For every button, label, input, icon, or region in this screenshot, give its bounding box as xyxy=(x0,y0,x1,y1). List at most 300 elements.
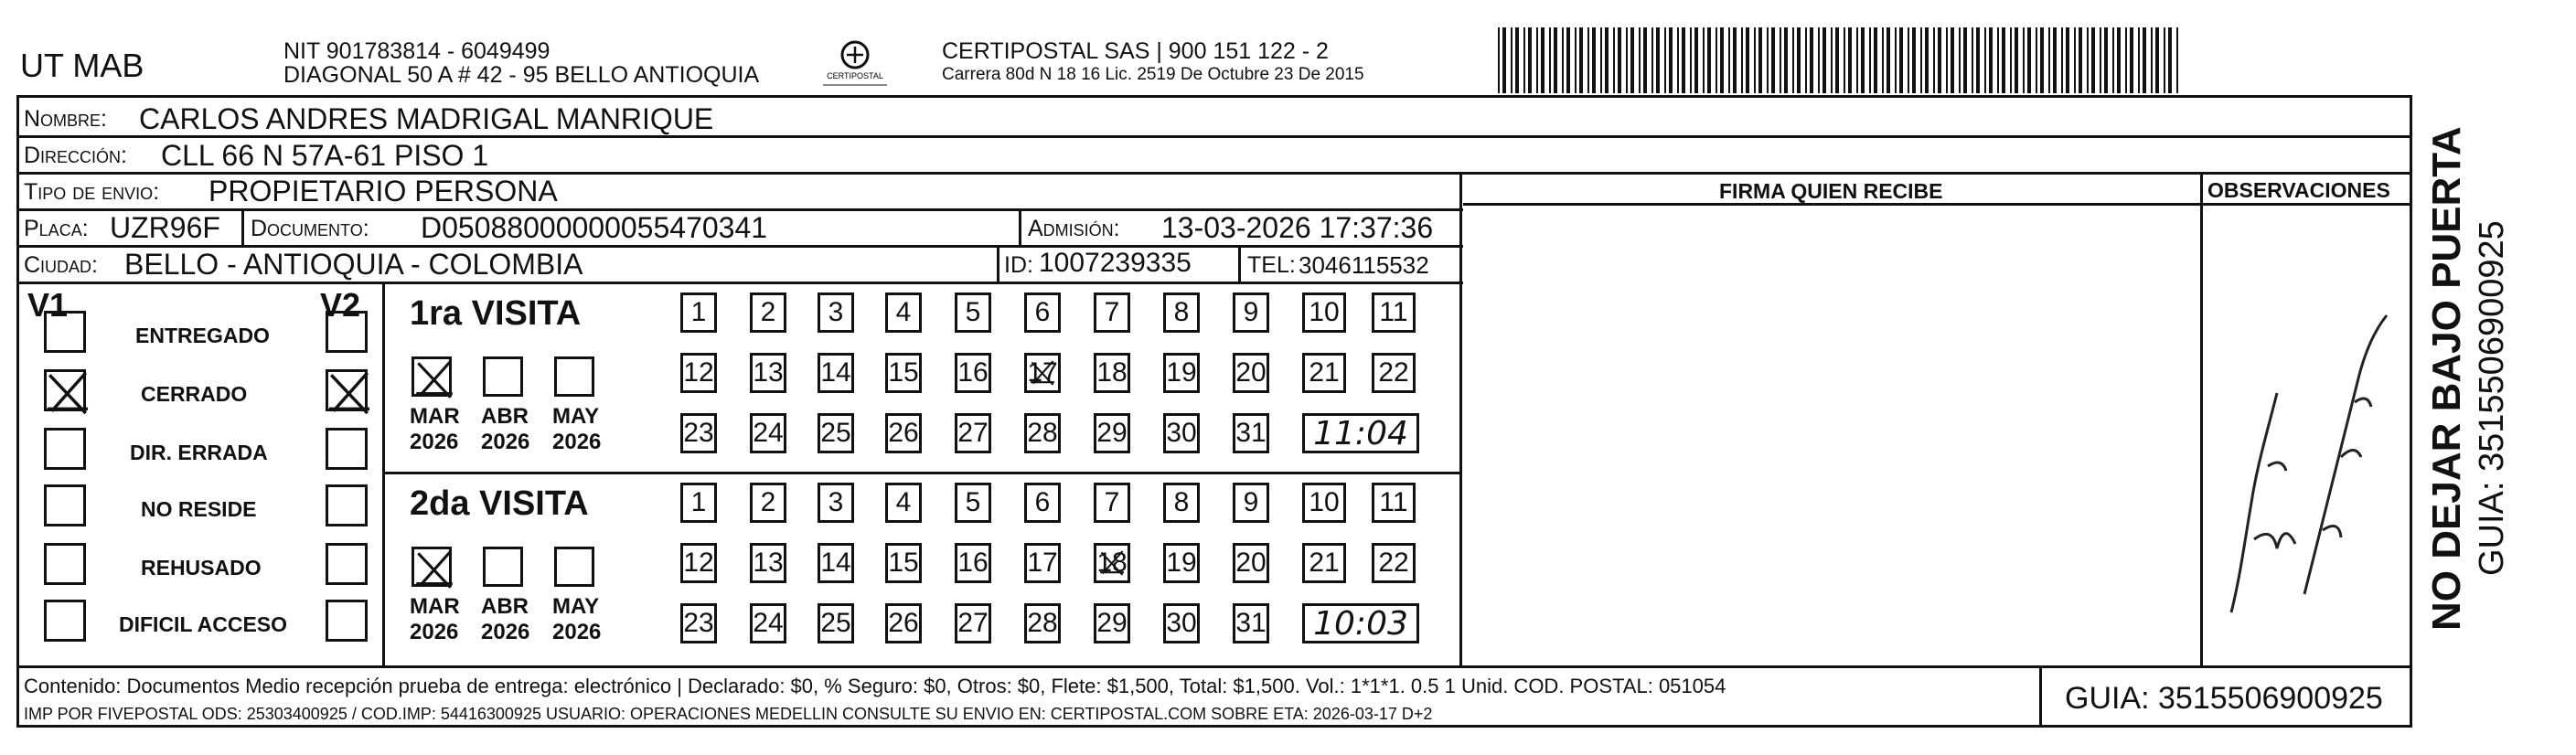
day-box[interactable] xyxy=(1372,292,1416,333)
barcode-bar xyxy=(2023,27,2025,93)
day-number: 18 xyxy=(1096,548,1128,578)
x-mark-icon xyxy=(411,546,458,593)
city-label: Ciudad: xyxy=(24,252,99,278)
day-number: 25 xyxy=(820,608,851,638)
barcode-bar xyxy=(1997,27,1999,93)
observations-header: OBSERVACIONES xyxy=(2207,178,2390,202)
barcode-bar xyxy=(1741,27,1743,93)
day-number: 20 xyxy=(1235,357,1267,388)
day-box[interactable] xyxy=(1094,483,1130,523)
barcode-bar xyxy=(2053,27,2057,93)
day-number: 29 xyxy=(1096,418,1128,448)
status-label: NO RESIDE xyxy=(141,497,257,521)
barcode-bar xyxy=(1549,27,1551,93)
company-name: UT MAB xyxy=(20,47,144,84)
barcode-bar xyxy=(1643,27,1647,93)
day-box[interactable] xyxy=(1233,603,1269,643)
day-box[interactable] xyxy=(1372,483,1416,523)
day-number: 15 xyxy=(888,548,919,578)
day-number: 4 xyxy=(895,297,912,327)
day-box[interactable] xyxy=(1024,483,1061,523)
month-label: ABR xyxy=(481,404,529,429)
barcode-bar xyxy=(1682,27,1685,93)
x-mark-icon xyxy=(411,356,458,403)
day-number: 1 xyxy=(690,487,707,517)
barcode-bar xyxy=(1541,27,1545,93)
barcode-bar xyxy=(2066,27,2069,93)
day-number: 28 xyxy=(1027,418,1058,448)
day-box[interactable] xyxy=(1302,292,1346,333)
footer-print-info: IMP POR FIVEPOSTAL ODS: 25303400925 / COD.IMP: 54416300925 USUARIO: OPERACIONES MEDELLIN CONSULTE SU ENVIO EN: CERTIPOSTAL.COM SOBRE ETA: 2026-03-17 D+2 xyxy=(24,705,1433,723)
day-number: 31 xyxy=(1235,418,1267,448)
day-box[interactable] xyxy=(1024,603,1061,643)
barcode-bar xyxy=(1758,27,1762,93)
barcode-bar xyxy=(2074,27,2076,93)
day-box[interactable] xyxy=(885,413,922,453)
v1-checkbox[interactable] xyxy=(44,369,86,411)
day-box[interactable] xyxy=(1233,413,1269,453)
x-mark-icon xyxy=(323,367,376,420)
barcode-bar xyxy=(1536,27,1538,93)
v2-checkbox[interactable] xyxy=(326,369,368,411)
month-label: MAY xyxy=(552,404,600,429)
barcode-bar xyxy=(1690,27,1692,93)
col-divider xyxy=(1019,208,1021,245)
row-divider xyxy=(16,282,1463,284)
side-vertical-text xyxy=(2420,119,2548,640)
tel-value: 3046115532 xyxy=(1299,251,1429,279)
barcode-bar xyxy=(1984,27,1986,93)
v1-checkbox[interactable] xyxy=(44,600,86,642)
day-number: 21 xyxy=(1309,548,1340,578)
v1-checkbox[interactable] xyxy=(44,311,86,353)
barcode-bar xyxy=(1511,27,1512,93)
barcode-bar xyxy=(1746,27,1749,93)
barcode-bar xyxy=(1703,27,1705,93)
day-number: 10 xyxy=(1309,297,1340,327)
no-dejar-label: NO DEJAR BAJO PUERTA xyxy=(2424,126,2469,631)
day-number: 6 xyxy=(1034,297,1051,327)
day-number: 28 xyxy=(1027,608,1058,638)
barcode-bar xyxy=(2130,27,2133,93)
day-box[interactable] xyxy=(1094,292,1130,333)
barcode-bar xyxy=(1848,27,1852,93)
x-mark-icon xyxy=(41,367,94,420)
day-box[interactable] xyxy=(955,483,991,523)
col-divider xyxy=(997,245,999,282)
day-box[interactable] xyxy=(818,543,854,583)
month-checkbox[interactable] xyxy=(412,356,452,397)
logo-lettering: CERTIPOSTAL xyxy=(827,71,883,80)
barcode-bar xyxy=(1664,27,1666,93)
day-box[interactable] xyxy=(680,603,717,643)
year-label: 2026 xyxy=(481,430,530,454)
barcode-bar xyxy=(2176,27,2178,93)
barcode-bar xyxy=(2027,27,2031,93)
barcode-bar xyxy=(1959,27,1961,93)
day-box[interactable] xyxy=(1094,353,1130,393)
address-label: Dirección: xyxy=(24,143,128,168)
barcode-bar xyxy=(1651,27,1653,93)
day-number: 5 xyxy=(965,297,981,327)
carrier-name: CERTIPOSTAL SAS | 900 151 122 - 2 xyxy=(942,38,1329,64)
day-number: 10 xyxy=(1309,487,1340,517)
day-box[interactable] xyxy=(680,353,717,393)
barcode-bar xyxy=(1818,27,1820,93)
barcode-bar xyxy=(2010,27,2012,93)
day-number: 15 xyxy=(888,357,919,388)
day-box[interactable] xyxy=(1094,413,1130,453)
day-box[interactable] xyxy=(750,603,786,643)
day-number: 19 xyxy=(1166,548,1197,578)
barcode-bar xyxy=(2087,27,2089,93)
day-box[interactable] xyxy=(955,353,991,393)
carrier-license: Carrera 80d N 18 16 Lic. 2519 De Octubre 23 De 2015 xyxy=(942,65,1364,84)
day-number: 23 xyxy=(683,418,714,448)
day-box[interactable] xyxy=(1094,543,1130,583)
barcode-bar xyxy=(1626,27,1628,93)
month-checkbox[interactable] xyxy=(554,356,594,397)
barcode-bar xyxy=(1656,27,1660,93)
v2-checkbox[interactable] xyxy=(326,484,368,526)
barcode-bar xyxy=(1502,27,1506,93)
day-number: 6 xyxy=(1034,487,1051,517)
barcode-bar xyxy=(1951,27,1954,93)
barcode-bar xyxy=(1938,27,1941,93)
x-mark-icon xyxy=(1096,546,1128,580)
barcode-bar xyxy=(1976,27,1980,93)
day-box[interactable] xyxy=(885,292,922,333)
v2-checkbox[interactable] xyxy=(326,543,368,585)
barcode-bar xyxy=(1972,27,1973,93)
barcode-bar xyxy=(1895,27,1897,93)
day-box[interactable] xyxy=(750,413,786,453)
month-checkbox[interactable] xyxy=(412,547,452,587)
day-number: 26 xyxy=(888,418,919,448)
year-label: 2026 xyxy=(410,430,459,454)
barcode-bar xyxy=(2164,27,2165,93)
company-nit: NIT 901783814 - 6049499 xyxy=(283,38,550,64)
month-label: ABR xyxy=(481,594,529,619)
barcode-bar xyxy=(1797,27,1801,93)
visit-title: 1ra VISITA xyxy=(410,294,582,333)
barcode-bar xyxy=(1669,27,1673,93)
send-type-label: Tipo de envio: xyxy=(24,179,160,205)
day-number: 16 xyxy=(957,548,989,578)
company-address: DIAGONAL 50 A # 42 - 95 BELLO ANTIOQUIA xyxy=(283,62,760,88)
v2-checkbox[interactable] xyxy=(326,600,368,642)
day-number: 17 xyxy=(1027,357,1058,388)
row-divider xyxy=(1463,203,2412,206)
day-number: 9 xyxy=(1243,487,1259,517)
barcode-bar xyxy=(1707,27,1711,93)
barcode-bar xyxy=(2036,27,2037,93)
v2-checkbox[interactable] xyxy=(326,311,368,353)
v2-checkbox[interactable] xyxy=(326,428,368,470)
id-label: ID: xyxy=(1004,252,1033,278)
barcode-bar xyxy=(2091,27,2095,93)
day-box[interactable] xyxy=(955,603,991,643)
day-number: 17 xyxy=(1027,548,1058,578)
document-value: D05088000000055470341 xyxy=(421,211,768,244)
barcode-bar xyxy=(1869,27,1871,93)
barcode-bar xyxy=(1523,27,1525,93)
day-number: 3 xyxy=(828,487,844,517)
status-label: REHUSADO xyxy=(141,556,262,580)
barcode-bar xyxy=(1554,27,1557,93)
month-label: MAR xyxy=(410,404,460,429)
day-number: 27 xyxy=(957,608,989,638)
day-box[interactable] xyxy=(1163,603,1200,643)
row-divider xyxy=(16,665,2412,668)
month-checkbox[interactable] xyxy=(483,547,523,587)
day-box[interactable] xyxy=(818,413,854,453)
day-number: 26 xyxy=(888,608,919,638)
barcode-bar xyxy=(1912,27,1916,93)
barcode-bar xyxy=(1677,27,1679,93)
col-divider xyxy=(2200,172,2203,665)
day-number: 1 xyxy=(690,297,707,327)
send-type-value: PROPIETARIO PERSONA xyxy=(208,175,558,207)
status-label: DIFICIL ACCESO xyxy=(119,612,288,636)
barcode-bar xyxy=(2143,27,2146,93)
col-divider xyxy=(1459,172,1462,665)
day-number: 12 xyxy=(683,548,714,578)
day-box[interactable] xyxy=(1163,413,1200,453)
day-number: 21 xyxy=(1309,357,1340,388)
barcode-bar xyxy=(1780,27,1781,93)
barcode-bar xyxy=(1600,27,1602,93)
year-label: 2026 xyxy=(552,620,602,644)
barcode-bar xyxy=(2015,27,2018,93)
col-divider xyxy=(241,208,244,245)
barcode-bar xyxy=(1861,27,1865,93)
barcode xyxy=(1496,27,2184,93)
day-box[interactable] xyxy=(1024,413,1061,453)
side-guia-label: GUIA: 3515506900925 xyxy=(2473,220,2511,576)
v1-checkbox[interactable] xyxy=(44,484,86,526)
barcode-bar xyxy=(1575,27,1577,93)
day-number: 24 xyxy=(753,418,784,448)
barcode-bar xyxy=(1754,27,1756,93)
day-number: 13 xyxy=(753,548,784,578)
barcode-bar xyxy=(1605,27,1609,93)
visit-time-box[interactable] xyxy=(1302,603,1419,643)
barcode-bar xyxy=(2040,27,2044,93)
barcode-bar xyxy=(1716,27,1717,93)
day-number: 29 xyxy=(1096,608,1128,638)
day-box[interactable] xyxy=(818,603,854,643)
day-number: 12 xyxy=(683,357,714,388)
month-checkbox[interactable] xyxy=(483,356,523,397)
footer-content: Contenido: Documentos Medio recepción prueba de entrega: electrónico | Declarado: $0, % Seguro: $0, Otros: $0, Flete: $1,500, Total: $1,500. Vol.: 1*1*1. 0.5 1 Unid. COD. POSTAL: 051054 xyxy=(24,675,1726,697)
barcode-bar xyxy=(2061,27,2063,93)
barcode-bar xyxy=(2151,27,2153,93)
barcode-bar xyxy=(1835,27,1839,93)
day-number: 5 xyxy=(965,487,981,517)
year-label: 2026 xyxy=(410,620,459,644)
day-box[interactable] xyxy=(680,543,717,583)
barcode-bar xyxy=(1899,27,1903,93)
v2-label: V2 xyxy=(320,286,361,324)
v1-checkbox[interactable] xyxy=(44,428,86,470)
barcode-bar xyxy=(1528,27,1532,93)
barcode-bar xyxy=(1810,27,1813,93)
barcode-bar xyxy=(1882,27,1884,93)
day-number: 30 xyxy=(1166,608,1197,638)
barcode-bar xyxy=(1618,27,1621,93)
admission-value: 13-03-2026 17:37:36 xyxy=(1161,211,1434,244)
day-box[interactable] xyxy=(955,543,991,583)
barcode-bar xyxy=(2138,27,2140,93)
day-box[interactable] xyxy=(1233,543,1269,583)
barcode-bar xyxy=(1720,27,1724,93)
plate-value: UZR96F xyxy=(110,211,220,244)
day-box[interactable] xyxy=(1233,353,1269,393)
barcode-bar xyxy=(2117,27,2121,93)
day-box[interactable] xyxy=(1372,353,1416,393)
barcode-bar xyxy=(1630,27,1634,93)
day-box[interactable] xyxy=(1163,483,1200,523)
barcode-bar xyxy=(1562,27,1564,93)
day-number: 14 xyxy=(820,357,851,388)
visit-time: 11:04 xyxy=(1313,414,1408,452)
signature-header: FIRMA QUIEN RECIBE xyxy=(1719,179,1943,203)
day-box[interactable] xyxy=(955,292,991,333)
day-number: 14 xyxy=(820,548,851,578)
month-label: MAY xyxy=(552,594,600,619)
day-box[interactable] xyxy=(1233,483,1269,523)
x-mark-icon xyxy=(1027,356,1058,390)
day-box[interactable] xyxy=(1233,292,1269,333)
col-divider xyxy=(2039,665,2042,728)
day-box[interactable] xyxy=(1024,543,1061,583)
day-number: 30 xyxy=(1166,418,1197,448)
admission-label: Admisión: xyxy=(1028,216,1120,241)
visit-divider xyxy=(382,472,1459,474)
handwritten-observation xyxy=(2204,229,2405,658)
day-box[interactable] xyxy=(818,353,854,393)
day-box[interactable] xyxy=(750,543,786,583)
barcode-bar xyxy=(1989,27,1993,93)
day-box[interactable] xyxy=(680,413,717,453)
barcode-bar xyxy=(1515,27,1519,93)
day-box[interactable] xyxy=(955,413,991,453)
day-box[interactable] xyxy=(885,483,922,523)
day-number: 3 xyxy=(828,297,844,327)
barcode-bar xyxy=(2168,27,2172,93)
day-number: 8 xyxy=(1173,487,1190,517)
barcode-bar xyxy=(1579,27,1583,93)
day-box[interactable] xyxy=(1372,543,1416,583)
month-checkbox[interactable] xyxy=(554,547,594,587)
barcode-bar xyxy=(1587,27,1589,93)
v1-checkbox[interactable] xyxy=(44,543,86,585)
barcode-bar xyxy=(1613,27,1615,93)
day-number: 23 xyxy=(683,608,714,638)
barcode-bar xyxy=(1592,27,1596,93)
barcode-bar xyxy=(2079,27,2082,93)
month-label: MAR xyxy=(410,594,460,619)
barcode-bar xyxy=(2002,27,2005,93)
day-number: 18 xyxy=(1096,357,1128,388)
barcode-bar xyxy=(1920,27,1922,93)
day-number: 27 xyxy=(957,418,989,448)
day-box[interactable] xyxy=(750,292,786,333)
day-number: 2 xyxy=(760,487,776,517)
day-number: 7 xyxy=(1104,297,1120,327)
day-box[interactable] xyxy=(1163,543,1200,583)
day-number: 7 xyxy=(1104,487,1120,517)
day-number: 20 xyxy=(1235,548,1267,578)
year-label: 2026 xyxy=(481,620,530,644)
day-number: 11 xyxy=(1379,487,1408,517)
day-number: 22 xyxy=(1378,357,1409,388)
day-box[interactable] xyxy=(1302,543,1346,583)
barcode-bar xyxy=(1784,27,1788,93)
day-box[interactable] xyxy=(818,483,854,523)
barcode-bar xyxy=(1831,27,1833,93)
day-number: 2 xyxy=(760,297,776,327)
name-label: Nombre: xyxy=(24,106,108,132)
day-box[interactable] xyxy=(1163,292,1200,333)
day-box[interactable] xyxy=(750,353,786,393)
day-box[interactable] xyxy=(1302,483,1346,523)
day-box[interactable] xyxy=(1024,353,1061,393)
barcode-bar xyxy=(1767,27,1769,93)
day-box[interactable] xyxy=(1094,603,1130,643)
barcode-bar xyxy=(1805,27,1807,93)
day-number: 11 xyxy=(1379,297,1408,327)
col-divider xyxy=(1238,245,1241,282)
barcode-bar xyxy=(1963,27,1967,93)
day-box[interactable] xyxy=(885,543,922,583)
day-number: 8 xyxy=(1173,297,1190,327)
day-box[interactable] xyxy=(1302,353,1346,393)
barcode-bar xyxy=(2048,27,2050,93)
day-number: 24 xyxy=(753,608,784,638)
day-number: 22 xyxy=(1378,548,1409,578)
day-box[interactable] xyxy=(1024,292,1061,333)
barcode-bar xyxy=(2155,27,2159,93)
day-number: 16 xyxy=(957,357,989,388)
day-number: 4 xyxy=(895,487,912,517)
day-box[interactable] xyxy=(680,483,717,523)
day-box[interactable] xyxy=(680,292,717,333)
visit-title: 2da VISITA xyxy=(410,484,589,523)
barcode-bar xyxy=(2125,27,2127,93)
day-box[interactable] xyxy=(885,353,922,393)
certipostal-logo xyxy=(805,35,905,90)
name-value: CARLOS ANDRES MADRIGAL MANRIQUE xyxy=(139,102,714,135)
day-box[interactable] xyxy=(750,483,786,523)
barcode-bar xyxy=(1844,27,1845,93)
day-number: 13 xyxy=(753,357,784,388)
visit-time-box[interactable] xyxy=(1302,413,1419,453)
day-box[interactable] xyxy=(885,603,922,643)
day-box[interactable] xyxy=(1163,353,1200,393)
barcode-bar xyxy=(1566,27,1570,93)
plate-label: Placa: xyxy=(24,216,89,241)
barcode-bar xyxy=(1639,27,1641,93)
day-box[interactable] xyxy=(818,292,854,333)
barcode-bar xyxy=(1933,27,1935,93)
year-label: 2026 xyxy=(552,430,602,454)
tel-label: TEL: xyxy=(1247,252,1296,278)
document-label: Documento: xyxy=(251,216,369,241)
barcode-bar xyxy=(1733,27,1737,93)
city-value: BELLO - ANTIOQUIA - COLOMBIA xyxy=(124,248,583,281)
